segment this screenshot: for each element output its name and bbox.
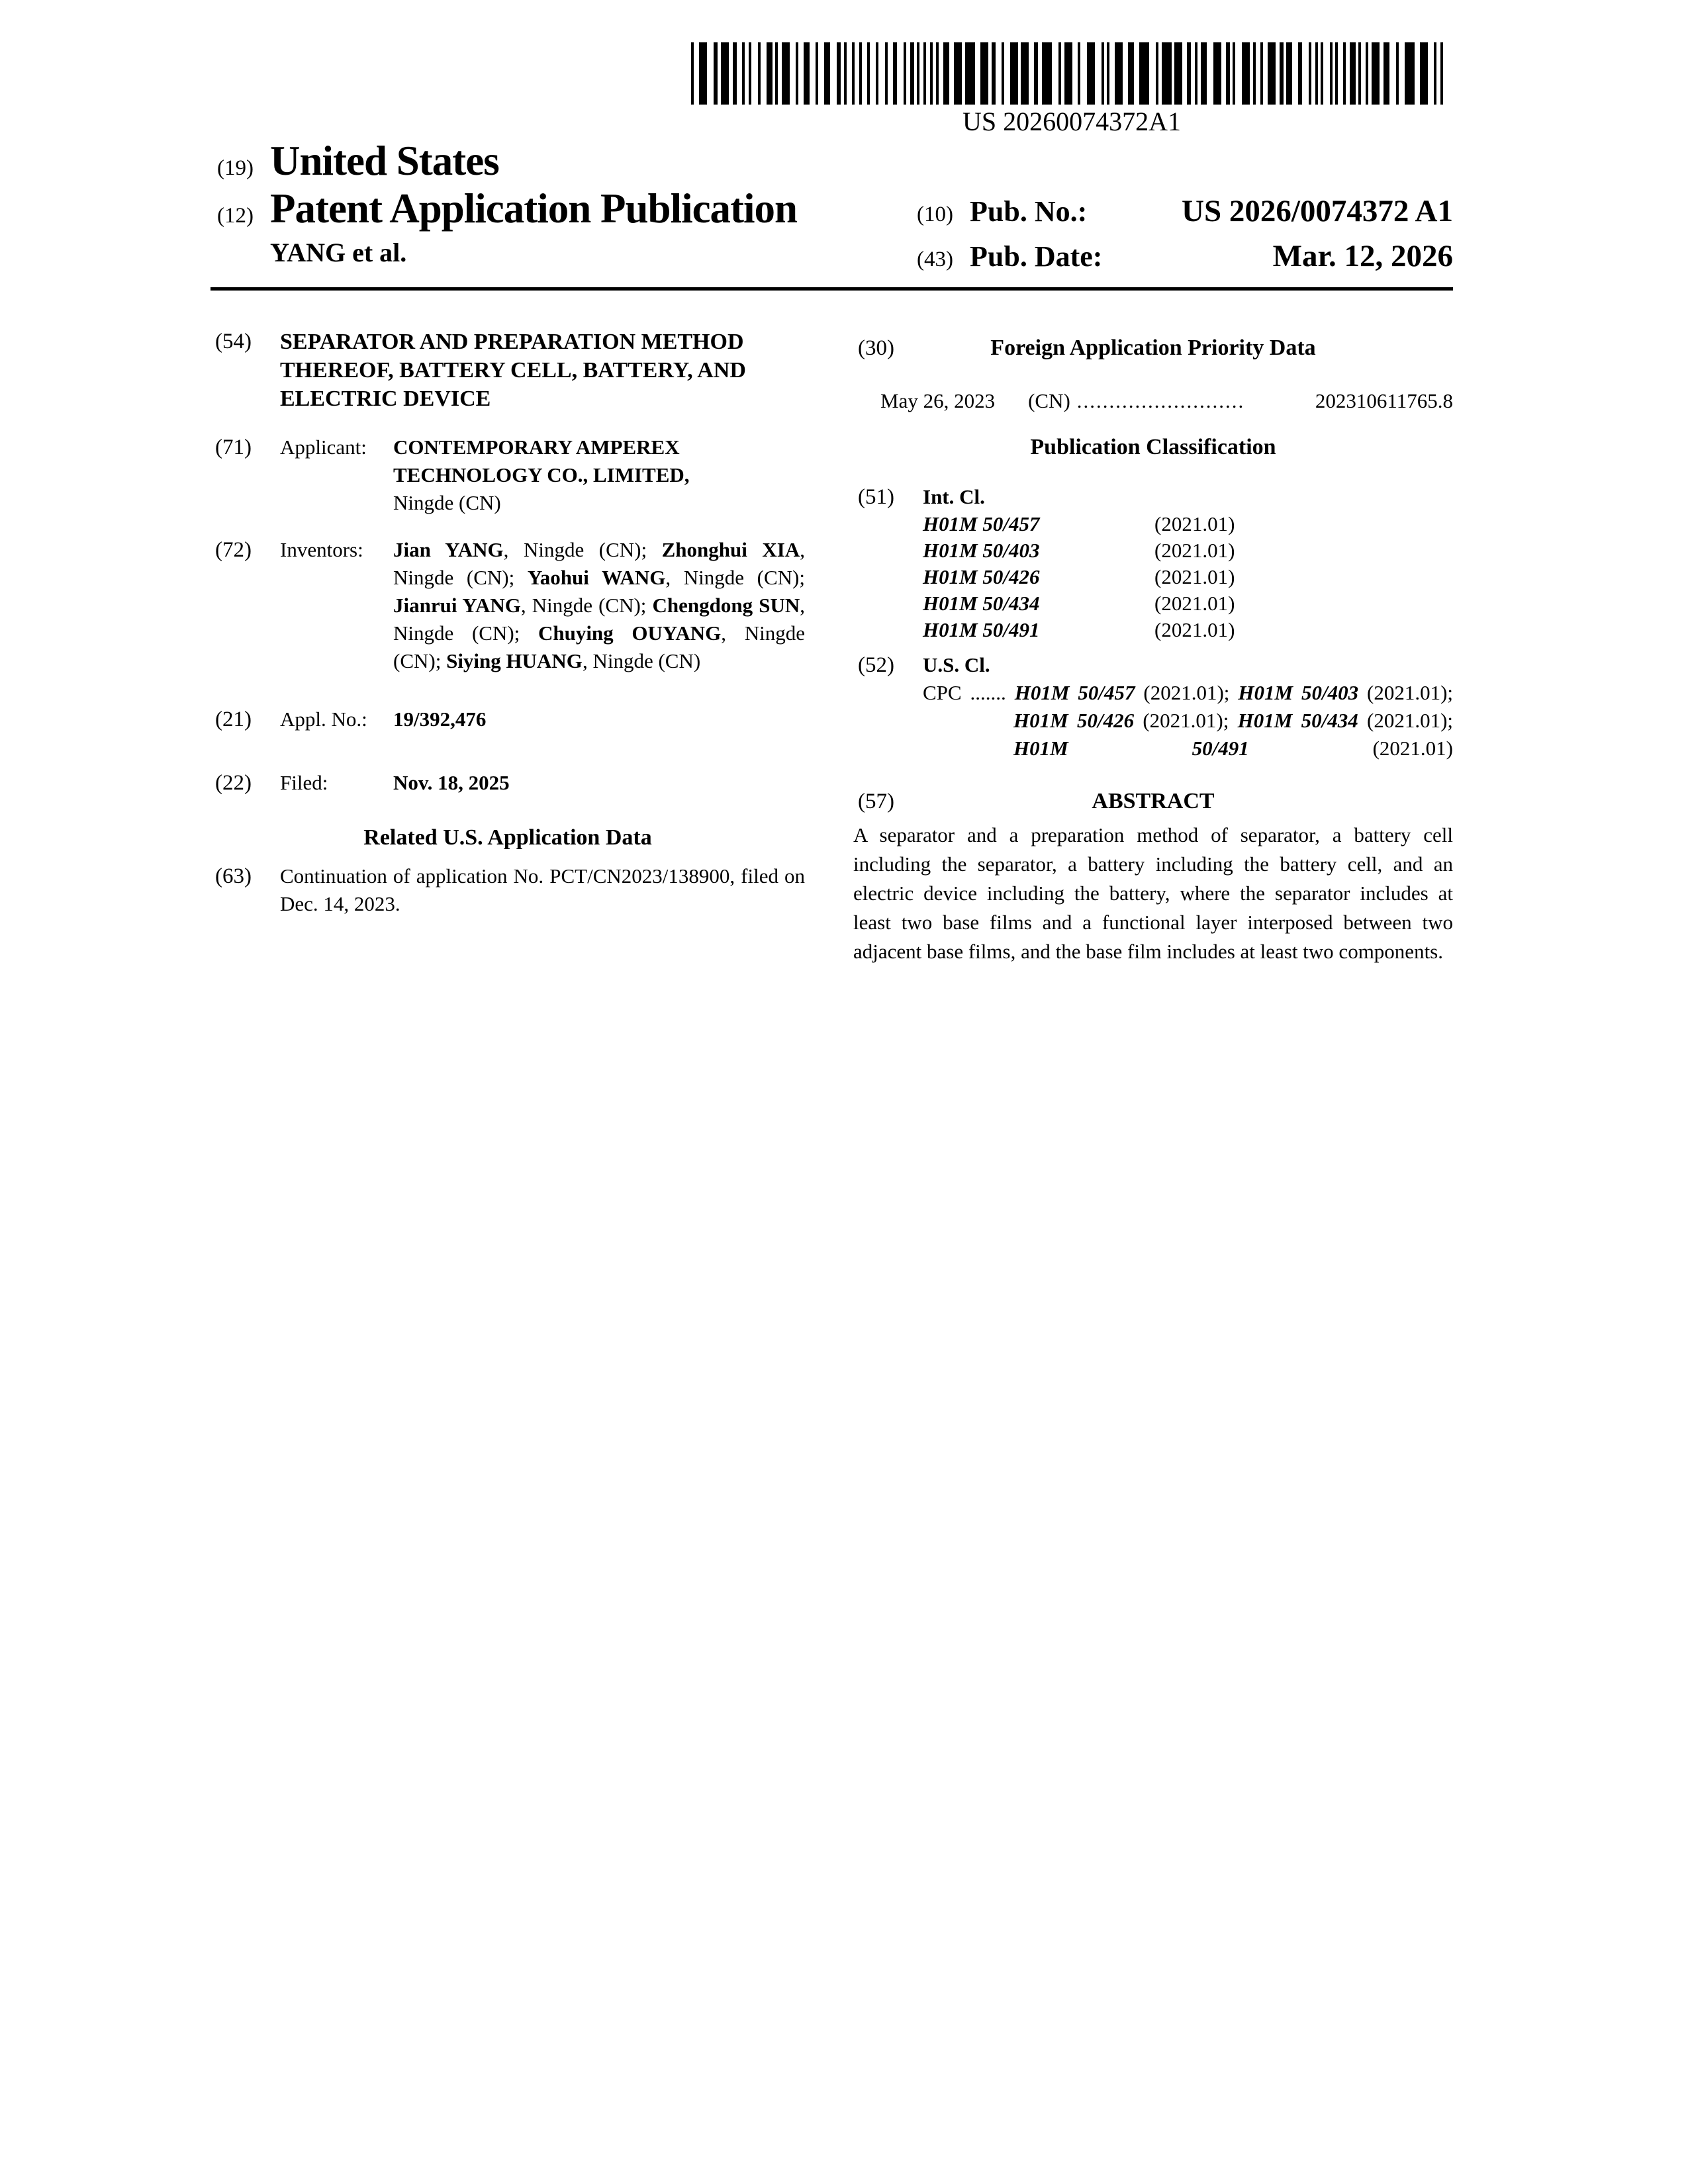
field-number-43: (43) xyxy=(917,248,953,271)
int-cl-row xyxy=(923,537,1453,564)
publication-classification-heading: Publication Classification xyxy=(1030,435,1276,459)
int-cl-code: H01M 50/457 xyxy=(923,512,1040,535)
filed-value: Nov. 18, 2025 xyxy=(393,771,510,794)
field-number-12: (12) xyxy=(217,204,254,228)
barcode-image xyxy=(691,42,1452,105)
author-line: YANG et al. xyxy=(270,238,407,267)
country-name: United States xyxy=(270,138,499,184)
int-cl-list xyxy=(923,511,1453,643)
country-row xyxy=(217,138,797,184)
field-number-71: (71) xyxy=(215,435,252,459)
cpc-code: H01M 50/457 xyxy=(1014,681,1135,704)
invention-title: SEPARATOR AND PREPARATION METHOD THEREOF, BATTERY CELL, BATTERY, AND ELECTRIC DEVICE xyxy=(280,330,746,411)
header-left xyxy=(217,138,797,268)
appl-no-label: Appl. No.: xyxy=(280,707,367,731)
field-number-52: (52) xyxy=(858,653,894,677)
int-cl-row xyxy=(923,617,1453,643)
cpc-code: H01M 50/434 xyxy=(1237,709,1358,732)
inventors-value: Jian YANG, Ningde (CN); Zhonghui XIA, Ningde (CN); Yaohui WANG, Ningde (CN); Jianrui YANG, Ningde (CN); Chengdong SUN, Ningde (CN); Chuying OUYANG, Ningde (CN); Siying HUANG, Ningde (CN) xyxy=(393,538,805,672)
applicant-label: Applicant: xyxy=(280,435,367,459)
field-number-10: (10) xyxy=(917,203,953,226)
int-cl-code: H01M 50/434 xyxy=(923,592,1040,615)
pub-no-value: US 2026/0074372 A1 xyxy=(1182,194,1453,228)
left-column xyxy=(211,328,805,918)
pub-date-value: Mar. 12, 2026 xyxy=(1272,239,1453,273)
us-cl-row-block xyxy=(853,651,1453,762)
header-divider xyxy=(211,287,1453,291)
field-number-22: (22) xyxy=(215,771,252,795)
pub-no-label: Pub. No.: xyxy=(970,195,1088,228)
int-cl-code: H01M 50/491 xyxy=(923,618,1040,641)
field-number-63: (63) xyxy=(215,864,252,888)
field-number-54: (54) xyxy=(215,330,252,353)
us-cl-label: U.S. Cl. xyxy=(923,653,990,676)
priority-country: (CN) xyxy=(1028,389,1070,412)
int-cl-code: H01M 50/426 xyxy=(923,565,1040,588)
continuation-row xyxy=(211,862,805,918)
int-cl-label: Int. Cl. xyxy=(923,485,985,508)
foreign-priority-heading: Foreign Application Priority Data xyxy=(990,336,1316,360)
related-data-heading: Related U.S. Application Data xyxy=(363,825,652,850)
int-cl-version: (2021.01) xyxy=(1154,512,1235,535)
header-right xyxy=(917,193,1453,274)
priority-line xyxy=(880,387,1453,415)
int-cl-version: (2021.01) xyxy=(1154,565,1235,588)
int-cl-version: (2021.01) xyxy=(1154,618,1235,641)
inventor-name: Yaohui WANG xyxy=(527,566,666,589)
abstract-headrow xyxy=(853,788,1453,815)
applicant-value xyxy=(393,433,805,517)
int-cl-code: H01M 50/403 xyxy=(923,539,1040,562)
pub-no-row xyxy=(917,193,1453,229)
cpc-code: H01M 50/426 xyxy=(1013,709,1135,732)
inventor-name: Jianrui YANG xyxy=(393,594,521,617)
field-number-51: (51) xyxy=(858,485,894,509)
barcode xyxy=(691,42,1452,136)
inventor-name: Zhonghui XIA xyxy=(661,538,800,561)
barcode-number: US 20260074372A1 xyxy=(962,107,1182,136)
cpc-leader-dots: ....... xyxy=(970,681,1006,704)
foreign-priority-headrow xyxy=(853,334,1453,362)
priority-number: 202310611765.8 xyxy=(1315,389,1453,412)
cpc-entries: H01M 50/457 (2021.01); H01M 50/403 (2021.01); H01M 50/426 (2021.01); H01M 50/434 (2021.01); H01M 50/491 (2021.01) xyxy=(1013,681,1454,760)
priority-date: May 26, 2023 xyxy=(880,389,996,412)
int-cl-row-block xyxy=(853,483,1453,643)
abstract-text: A separator and a preparation method of separator, a battery cell including the separator, a battery including the battery cell, and an electric device including the battery, where the separator includes at least two base films and a functional layer interposed between two adjacent base films, and the base film includes at least two components. xyxy=(853,823,1453,963)
cpc-code: H01M 50/491 xyxy=(1013,737,1249,760)
cpc-line xyxy=(923,679,1453,762)
inventors-label: Inventors: xyxy=(280,538,363,561)
field-number-19: (19) xyxy=(217,156,254,180)
field-number-21: (21) xyxy=(215,707,252,731)
int-cl-version: (2021.01) xyxy=(1154,539,1235,562)
publication-kind-row xyxy=(217,185,797,232)
appl-no-row xyxy=(211,705,805,733)
appl-no-value: 19/392,476 xyxy=(393,707,487,731)
filed-row xyxy=(211,769,805,797)
int-cl-version: (2021.01) xyxy=(1154,592,1235,615)
pub-date-row xyxy=(917,238,1453,274)
inventor-name: Siying HUANG xyxy=(446,649,583,672)
field-number-30: (30) xyxy=(858,336,894,360)
leader-dots: .......................... xyxy=(1076,389,1245,412)
publication-kind: Patent Application Publication xyxy=(270,185,798,232)
inventor-name: Chuying OUYANG xyxy=(538,621,722,645)
cpc-code: H01M 50/403 xyxy=(1238,681,1359,704)
inventors-row xyxy=(211,536,805,675)
continuation-text: Continuation of application No. PCT/CN2023/138900, filed on Dec. 14, 2023. xyxy=(280,864,805,915)
right-column xyxy=(853,334,1453,966)
int-cl-row xyxy=(923,511,1453,537)
field-number-57: (57) xyxy=(858,790,894,813)
field-number-72: (72) xyxy=(215,538,252,562)
applicant-name: CONTEMPORARY AMPEREX TECHNOLOGY CO., LIMITED, xyxy=(393,435,690,486)
int-cl-row xyxy=(923,590,1453,617)
applicant-city: Ningde (CN) xyxy=(393,491,501,514)
cpc-label: CPC xyxy=(923,681,962,704)
int-cl-row xyxy=(923,564,1453,590)
inventor-name: Jian YANG xyxy=(393,538,504,561)
filed-label: Filed: xyxy=(280,771,328,794)
pub-date-label: Pub. Date: xyxy=(970,240,1103,273)
inventor-name: Chengdong SUN xyxy=(652,594,800,617)
applicant-row xyxy=(211,433,805,517)
title-row xyxy=(211,328,805,413)
abstract-heading: ABSTRACT xyxy=(1092,789,1215,813)
